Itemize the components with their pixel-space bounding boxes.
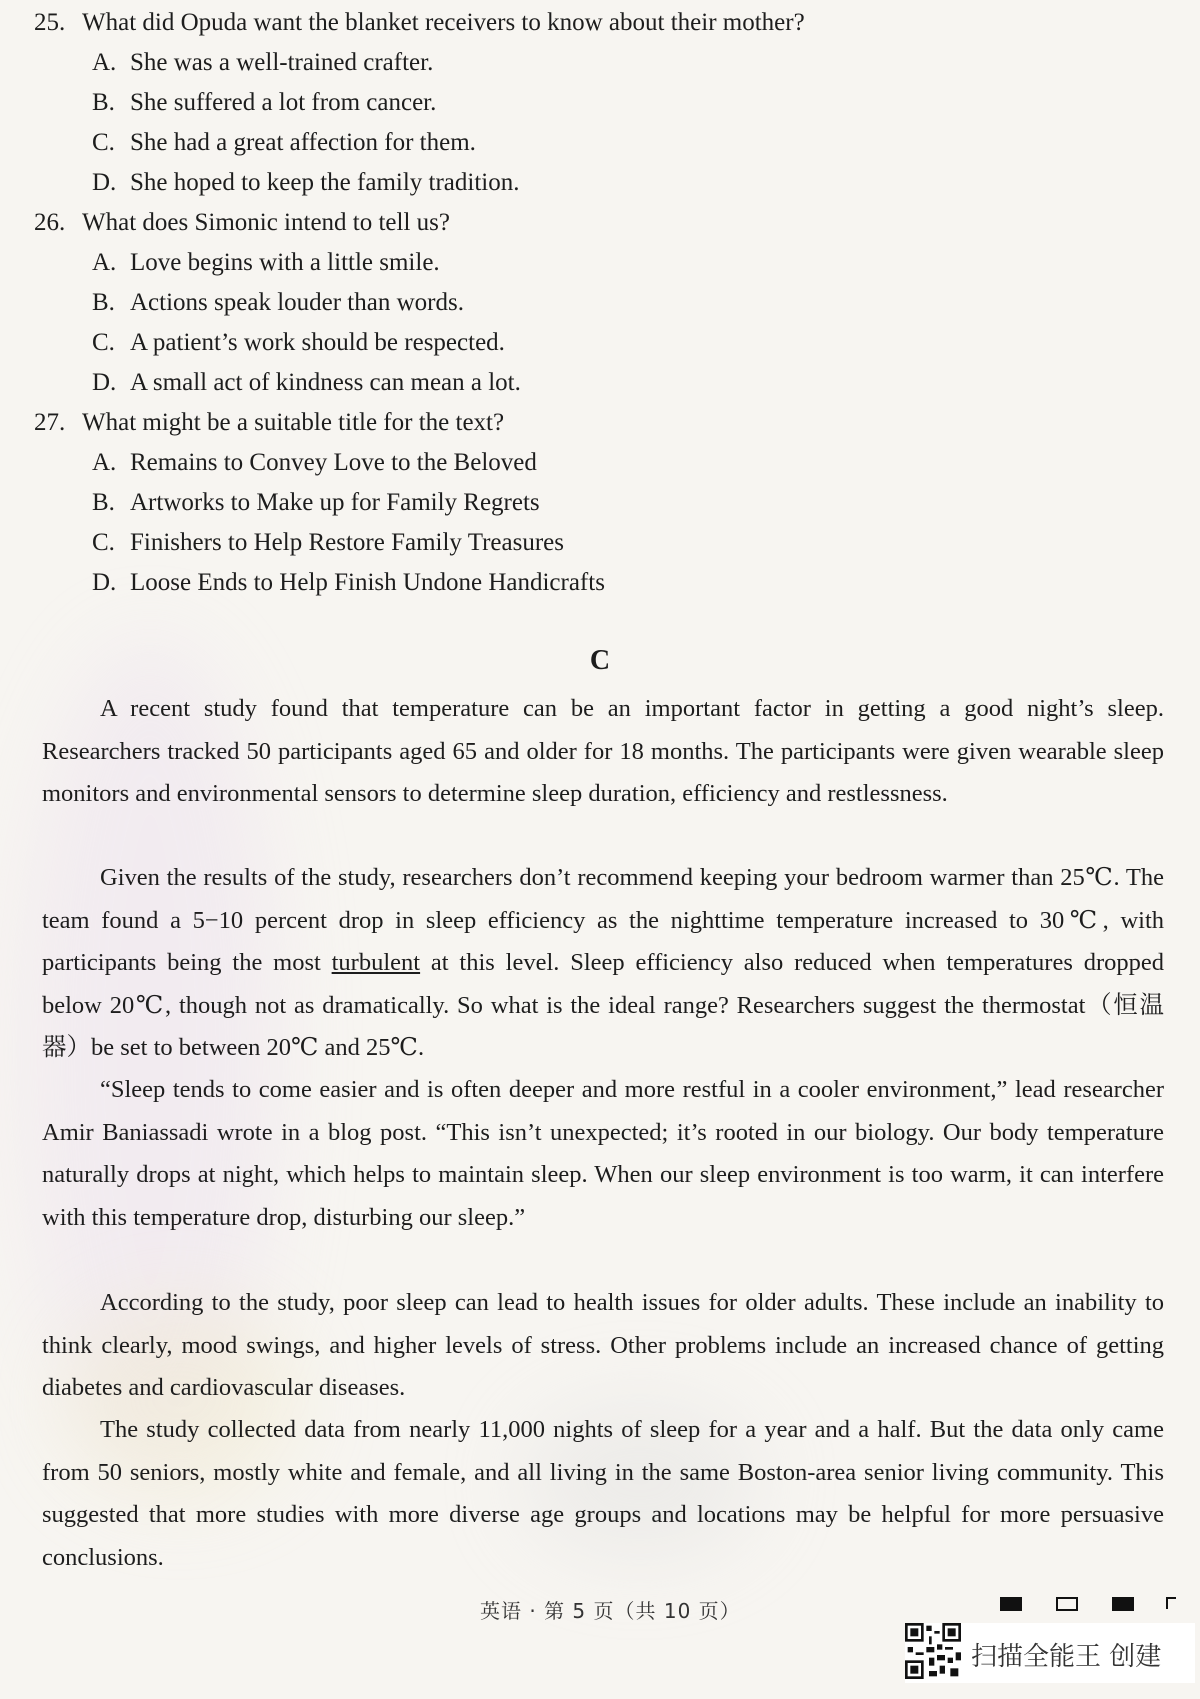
option-text: Artworks to Make up for Family Regrets (130, 489, 540, 516)
question-number: 25. (34, 9, 66, 36)
paragraph-text: Given the results of the study, researchers don’t recommend keeping your bedroom warmer than 25℃. The team found a 5−10 percent drop in sleep efficiency as the nighttime temperature increased to 30℃, with participants being the most (42, 864, 1164, 976)
page-footer: 英语 · 第 5 页（共 10 页） (480, 1599, 741, 1623)
option-text: Finishers to Help Restore Family Treasures (130, 529, 565, 556)
option-letter: D. (92, 169, 117, 196)
option-letter: D. (92, 369, 117, 396)
option-26b (92, 286, 464, 320)
option-letter: B. (92, 89, 115, 116)
option-letter: C. (92, 329, 115, 356)
passage-paragraph-1: A recent study found that temperature can be an important factor in getting a good night’s sleep. Researchers tracked 50 participants aged 65 and older for 18 months. The participants were given wearable sleep monitors and environmental sensors to determine sleep duration, efficiency and restlessness. (42, 695, 1164, 807)
option-letter: A. (92, 449, 117, 476)
option-27c (92, 526, 564, 560)
option-text: She was a well-trained crafter. (130, 49, 434, 76)
question-number: 27. (34, 409, 66, 436)
registration-mark (1166, 1597, 1176, 1609)
paragraph-text: at this level. Sleep efficiency also reduced when temperatures dropped below 20℃, though not as dramatically. So what is the ideal range? Researchers suggest the thermostat（恒温器）be set to between 20℃ and 25℃. (42, 949, 1164, 1061)
option-26c (92, 326, 505, 360)
option-letter: B. (92, 289, 115, 316)
option-text: She had a great affection for them. (130, 129, 476, 156)
option-text: Loose Ends to Help Finish Undone Handicrafts (130, 569, 605, 596)
option-26d (92, 366, 521, 400)
passage-paragraph-5: The study collected data from nearly 11,000 nights of sleep for a year and a half. But the data only came from 50 seniors, mostly white and female, and all living in the same Boston-area senior living community. This suggested that more studies with more diverse age groups and locations may be helpful for more persuasive conclusions. (42, 1416, 1164, 1571)
question-stem: What might be a suitable title for the text? (82, 409, 505, 436)
option-25b (92, 86, 436, 120)
option-text: A small act of kindness can mean a lot. (130, 369, 521, 396)
option-letter: D. (92, 569, 117, 596)
scanner-label: 扫描全能王 创建 (971, 1642, 1162, 1672)
registration-mark (1056, 1597, 1078, 1611)
passage-paragraph-3: “Sleep tends to come easier and is often deeper and more restful in a cooler environment,” lead researcher Amir Baniassadi wrote in a blog post. “This isn’t unexpected; it’s rooted in our biology. Our body temperature naturally drops at night, which helps to maintain sleep. When our sleep environment is too warm, it can interfere with this temperature drop, disturbing our sleep.” (42, 1076, 1164, 1231)
option-text: Remains to Convey Love to the Beloved (130, 449, 537, 476)
question-stem: What does Simonic intend to tell us? (82, 209, 450, 236)
question-stem: What did Opuda want the blanket receivers to know about their mother? (82, 9, 805, 36)
question-25 (34, 6, 805, 40)
registration-mark (1112, 1597, 1134, 1611)
option-27b (92, 486, 540, 520)
underlined-word: turbulent (331, 949, 421, 976)
option-letter: C. (92, 529, 115, 556)
option-25d (92, 166, 520, 200)
option-letter: A. (92, 249, 117, 276)
option-25c (92, 126, 476, 160)
scanner-watermark (905, 1623, 1195, 1683)
option-27a (92, 446, 537, 480)
question-number: 26. (34, 209, 66, 236)
option-25a (92, 46, 433, 80)
option-text: A patient’s work should be respected. (130, 329, 505, 356)
option-text: Love begins with a little smile. (130, 249, 440, 276)
option-text: She hoped to keep the family tradition. (130, 169, 520, 196)
section-heading: C (589, 645, 611, 676)
question-26 (34, 206, 450, 240)
passage-paragraph-2 (42, 857, 1164, 1070)
question-27 (34, 406, 504, 440)
option-text: Actions speak louder than words. (130, 289, 464, 316)
option-27d (92, 566, 605, 600)
option-letter: B. (92, 489, 115, 516)
registration-mark (1000, 1597, 1022, 1611)
option-letter: A. (92, 49, 117, 76)
option-letter: C. (92, 129, 115, 156)
qr-code-icon (905, 1623, 961, 1679)
option-26a (92, 246, 440, 280)
passage-paragraph-4: According to the study, poor sleep can lead to health issues for older adults. These include an inability to think clearly, mood swings, and higher levels of stress. Other problems include an increased chance of getting diabetes and cardiovascular diseases. (42, 1289, 1164, 1401)
option-text: She suffered a lot from cancer. (130, 89, 437, 116)
